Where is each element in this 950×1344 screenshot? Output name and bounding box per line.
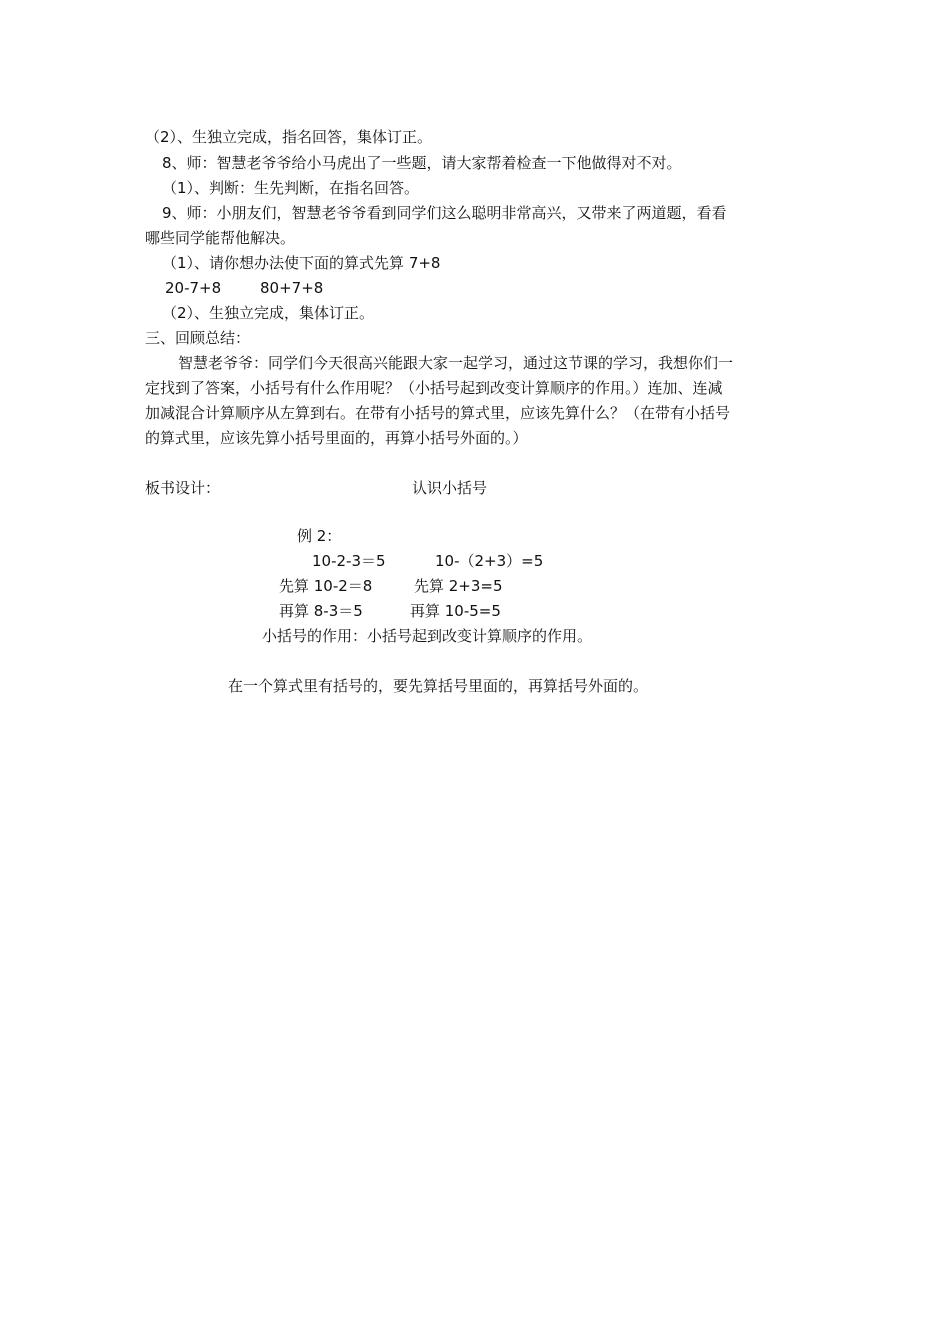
paragraph-line: （1）、请你想办法使下面的算式先算 7+8 [162, 254, 441, 272]
step-second-right: 再算 10-5=5 [410, 602, 501, 620]
paragraph-line: （2）、生独立完成，指名回答，集体订正。 [145, 128, 433, 146]
paragraph-line: 8、师：智慧老爷爷给小马虎出了一些题，请大家帮着检查一下他做得对不对。 [162, 154, 682, 172]
step-second-left: 再算 8-3＝5 [279, 602, 363, 620]
expression: 80+7+8 [260, 279, 324, 297]
example-label: 例 2： [297, 527, 342, 545]
expression: 20-7+8 [165, 279, 222, 297]
paragraph-line: 哪些同学能帮他解决。 [145, 229, 296, 247]
parentheses-rule: 在一个算式里有括号的，要先算括号里面的，再算括号外面的。 [228, 677, 649, 695]
step-first-right: 先算 2+3=5 [414, 577, 503, 595]
paragraph-line: 智慧老爷爷：同学们今天很高兴能跟大家一起学习，通过这节课的学习，我想你们一 [178, 354, 734, 372]
paragraph-line: （1）、判断：生先判断，在指名回答。 [162, 179, 420, 197]
paragraph-line: 的算式里，应该先算小括号里面的，再算小括号外面的。） [145, 429, 528, 447]
board-design-label: 板书设计： [145, 479, 221, 497]
step-first-left: 先算 10-2＝8 [279, 577, 373, 595]
board-title: 认识小括号 [412, 479, 488, 497]
paragraph-line: 9、师：小朋友们，智慧老爷爷看到同学们这么聪明非常高兴，又带来了两道题，看看 [162, 204, 727, 222]
equation-left: 10-2-3＝5 [312, 552, 386, 570]
equation-right: 10-（2+3）=5 [435, 552, 544, 570]
paragraph-line: 定找到了答案，小括号有什么作用呢？（小括号起到改变计算顺序的作用。）连加、连减 [145, 379, 723, 397]
paragraph-line: 加减混合计算顺序从左算到右。在带有小括号的算式里，应该先算什么？（在带有小括号 [145, 404, 731, 422]
paragraph-line: （2）、生独立完成，集体订正。 [162, 304, 375, 322]
parentheses-role: 小括号的作用：小括号起到改变计算顺序的作用。 [262, 627, 593, 645]
section-heading: 三、回顾总结： [145, 329, 251, 347]
